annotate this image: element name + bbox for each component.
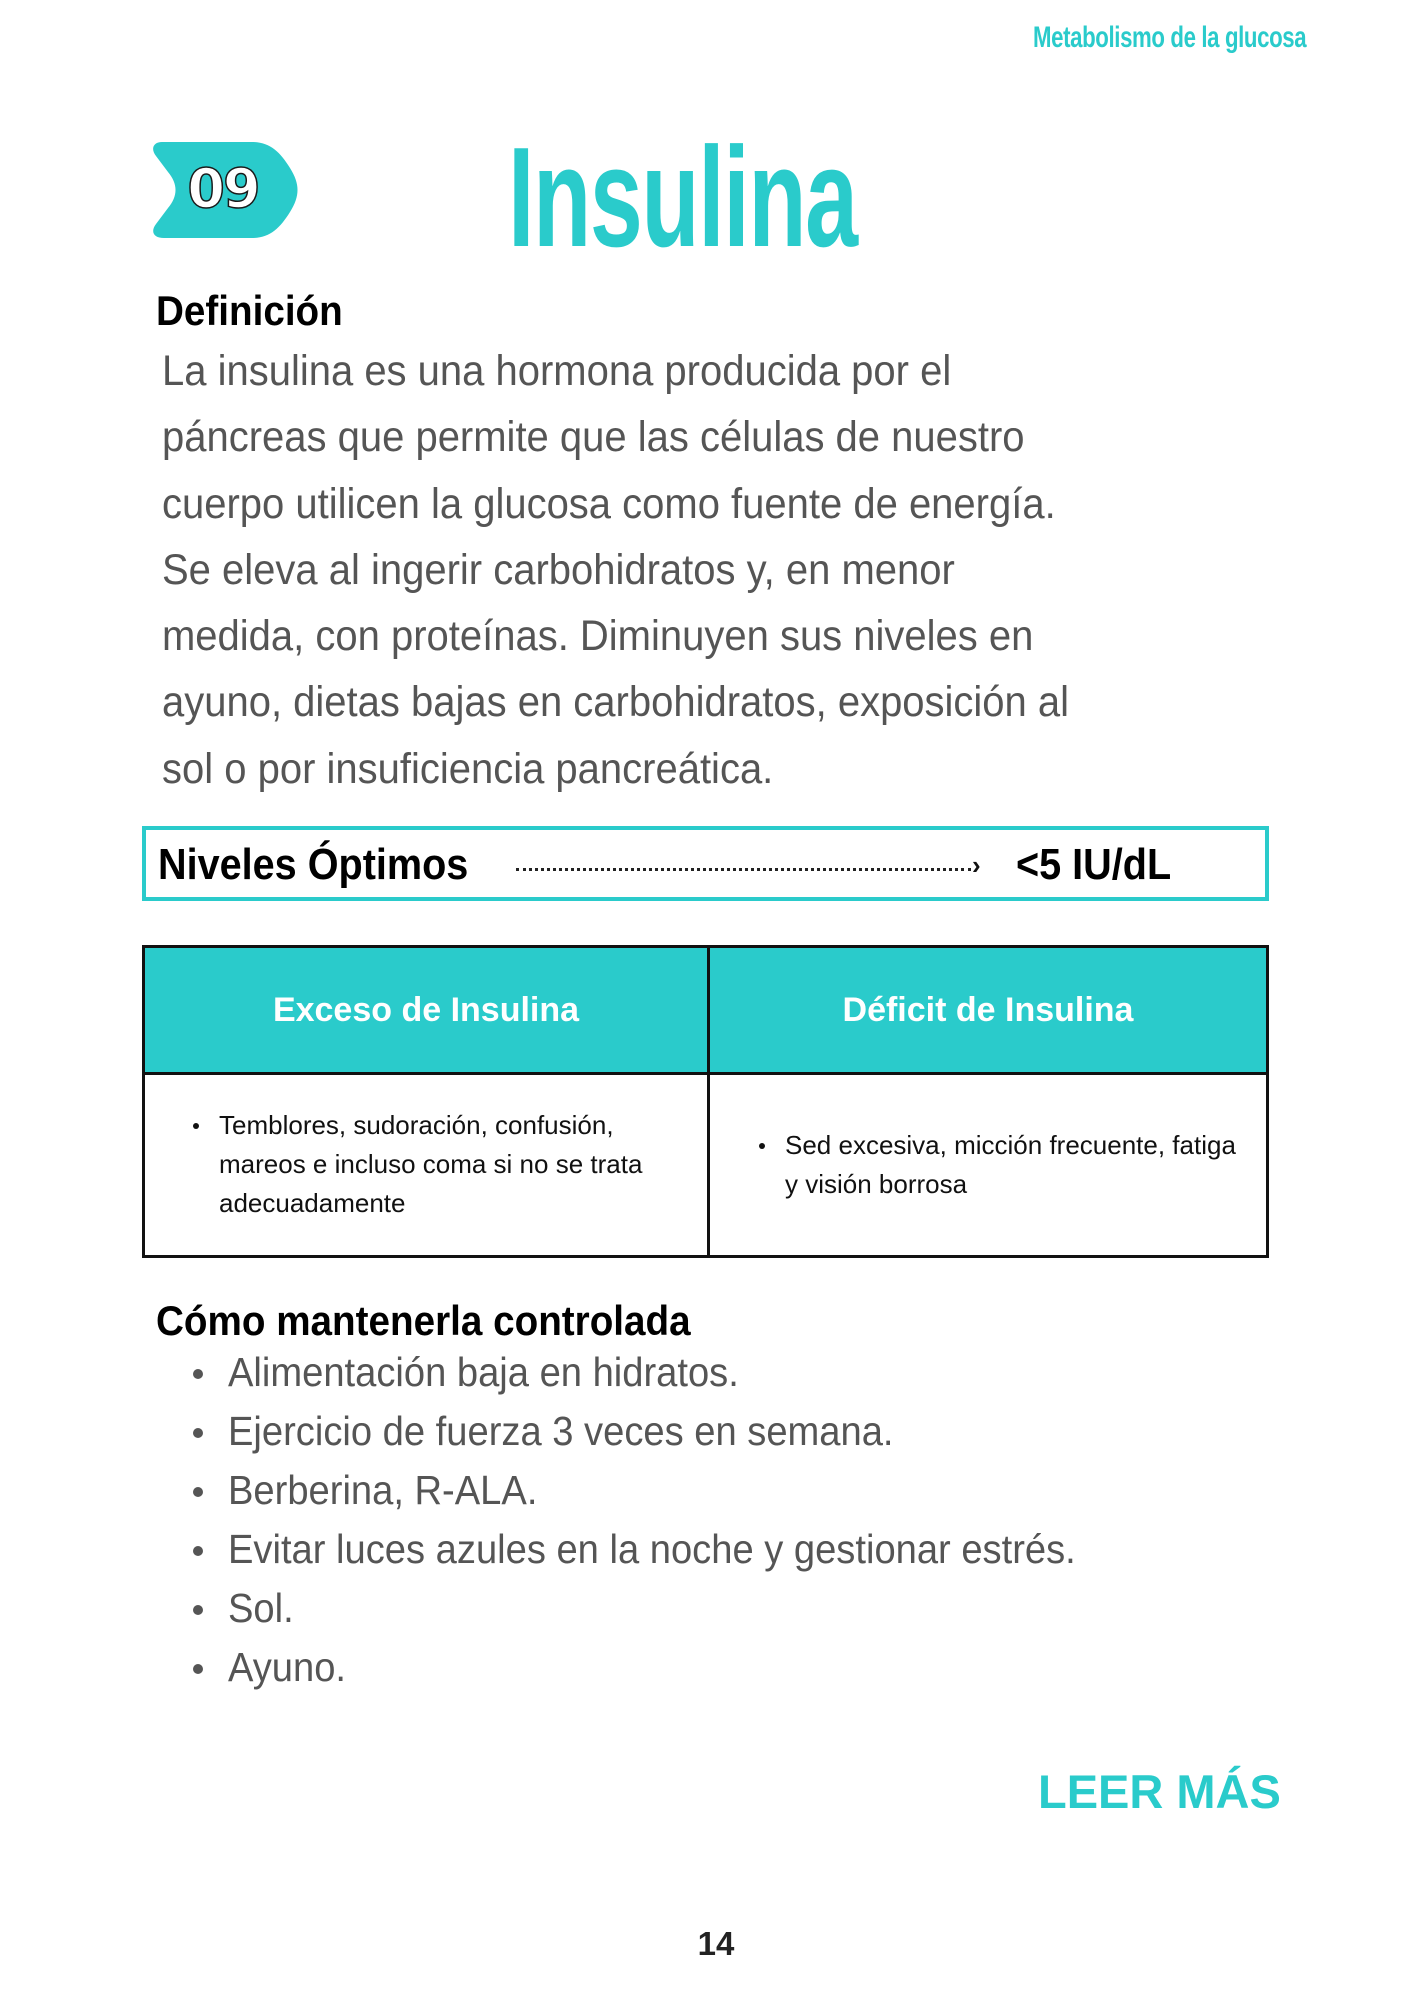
table-cell-excess xyxy=(193,1106,683,1223)
list-item-text: Berberina, R-ALA. xyxy=(228,1467,538,1513)
chapter-number-badge xyxy=(152,142,298,238)
definition-paragraph xyxy=(162,346,1302,810)
bullet-icon xyxy=(193,1605,203,1615)
optimal-levels-box xyxy=(142,826,1269,901)
optimal-levels-value: <5 IU/dL xyxy=(1016,840,1172,889)
insulin-comparison-table xyxy=(142,945,1269,1258)
table-column-divider xyxy=(707,948,710,1255)
definition-heading: Definición xyxy=(156,287,343,334)
list-item-text: Ejercicio de fuerza 3 veces en semana. xyxy=(228,1408,894,1454)
page-title: Insulina xyxy=(508,118,857,277)
definition-line: ayuno, dietas bajas en carbohidratos, exposición al xyxy=(162,678,1070,727)
table-header-deficit: Déficit de Insulina xyxy=(842,991,1134,1029)
definition-line: sol o por insuficiencia pancreática. xyxy=(162,744,774,793)
dotted-leader-line xyxy=(516,868,971,871)
bullet-icon xyxy=(193,1487,203,1497)
table-header-row xyxy=(145,948,1266,1075)
table-cell-deficit xyxy=(759,1126,1239,1204)
chapter-number: 09 xyxy=(187,157,259,220)
bullet-icon xyxy=(193,1664,203,1674)
table-header-excess: Exceso de Insulina xyxy=(272,991,580,1029)
list-item-text: Sol. xyxy=(228,1585,294,1631)
definition-line: medida, con proteínas. Diminuyen sus niveles en xyxy=(162,612,1034,661)
page-number: 14 xyxy=(697,1925,735,1962)
definition-line: La insulina es una hormona producida por el xyxy=(162,347,952,395)
list-item: Temblores, sudoración, confusión, mareos e incluso coma si no se trata adecuadamente xyxy=(193,1106,683,1223)
bullet-icon xyxy=(193,1546,203,1556)
definition-line: páncreas que permite que las células de nuestro xyxy=(162,413,1025,462)
definition-line: cuerpo utilicen la glucosa como fuente de energía. xyxy=(162,479,1056,528)
read-more-link[interactable]: LEER MÁS xyxy=(1038,1765,1281,1818)
control-heading: Cómo mantenerla controlada xyxy=(156,1297,691,1344)
list-item: Sed excesiva, micción frecuente, fatiga y visión borrosa xyxy=(759,1126,1239,1204)
list-item-text: Evitar luces azules en la noche y gestionar estrés. xyxy=(228,1526,1076,1572)
list-item-text: Alimentación baja en hidratos. xyxy=(228,1349,739,1395)
bullet-icon xyxy=(193,1369,203,1379)
arrow-right-icon: › xyxy=(972,850,981,880)
definition-line: Se eleva al ingerir carbohidratos y, en menor xyxy=(162,545,955,594)
optimal-levels-label: Niveles Óptimos xyxy=(158,840,469,889)
running-header-title: Metabolismo de la glucosa xyxy=(1033,21,1307,54)
list-item-text: Ayuno. xyxy=(228,1644,347,1690)
bullet-icon xyxy=(193,1428,203,1438)
